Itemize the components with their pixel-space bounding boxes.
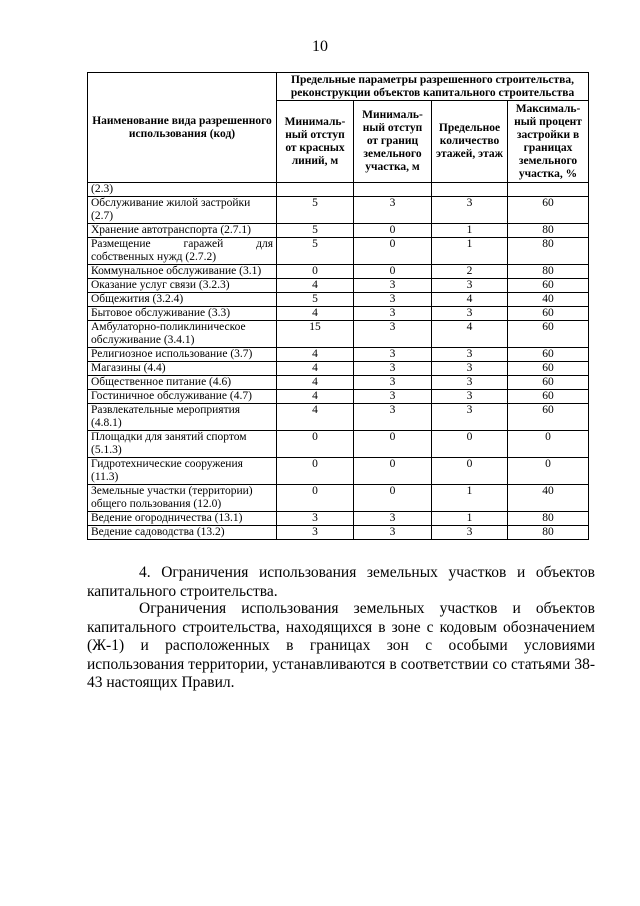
- cell-min-red-lines: 3: [277, 526, 354, 540]
- cell-min-border: 3: [354, 526, 432, 540]
- cell-use-type: Земельные участки (территории) общего пользования (12.0): [88, 485, 277, 512]
- table-row: [88, 197, 589, 224]
- cell-max-coverage: 80: [508, 224, 589, 238]
- table-row: [88, 512, 589, 526]
- cell-max-coverage: 60: [508, 321, 589, 348]
- table-row: [88, 390, 589, 404]
- cell-floors: 1: [432, 224, 508, 238]
- cell-min-border: 3: [354, 279, 432, 293]
- cell-floors: 3: [432, 279, 508, 293]
- cell-floors: 4: [432, 321, 508, 348]
- cell-floors: 1: [432, 485, 508, 512]
- parameters-table: [87, 72, 589, 540]
- cell-floors: 3: [432, 307, 508, 321]
- cell-min-border: 0: [354, 458, 432, 485]
- column-header-min-red-lines: Минималь-ный отступ от красных линий, м: [277, 101, 354, 183]
- cell-use-type: Общественное питание (4.6): [88, 376, 277, 390]
- cell-min-red-lines: 15: [277, 321, 354, 348]
- cell-min-border: 3: [354, 197, 432, 224]
- column-header-use-type: Наименование вида разрешенного использования (код): [88, 73, 277, 183]
- cell-min-border: 0: [354, 485, 432, 512]
- cell-floors: 3: [432, 362, 508, 376]
- column-header-max-coverage: Максималь-ный процент застройки в границах земельного участка, %: [508, 101, 589, 183]
- column-header-floors: Предельное количество этажей, этаж: [432, 101, 508, 183]
- cell-use-type: Гидротехнические сооружения (11.3): [88, 458, 277, 485]
- cell-max-coverage: 60: [508, 404, 589, 431]
- table-row: [88, 183, 589, 197]
- cell-use-type: (2.3): [88, 183, 277, 197]
- table-body: [88, 183, 589, 540]
- cell-min-red-lines: 4: [277, 307, 354, 321]
- cell-max-coverage: 80: [508, 238, 589, 265]
- table-row: [88, 376, 589, 390]
- cell-use-type: Развлекательные мероприятия (4.8.1): [88, 404, 277, 431]
- cell-max-coverage: 40: [508, 485, 589, 512]
- cell-use-type: Коммунальное обслуживание (3.1): [88, 265, 277, 279]
- table-row: [88, 224, 589, 238]
- cell-use-type: Ведение садоводства (13.2): [88, 526, 277, 540]
- cell-min-red-lines: 4: [277, 404, 354, 431]
- cell-min-red-lines: 5: [277, 293, 354, 307]
- table-row: [88, 431, 589, 458]
- table-row: [88, 362, 589, 376]
- cell-min-border: 0: [354, 224, 432, 238]
- cell-min-red-lines: 0: [277, 431, 354, 458]
- table-row: [88, 293, 589, 307]
- cell-min-red-lines: 5: [277, 238, 354, 265]
- paragraph-restrictions-text: Ограничения использования земельных участков и объектов капитального строительства, находящихся в зоне с кодовым обозначением (Ж-1) и расположенных в границах зон с особыми условиями использования территории, устанавливаются в соответствии со статьями 38-43 настоящих Правил.: [87, 600, 595, 691]
- cell-use-type: Бытовое обслуживание (3.3): [88, 307, 277, 321]
- cell-floors: 3: [432, 197, 508, 224]
- cell-min-border: 3: [354, 307, 432, 321]
- cell-max-coverage: 60: [508, 362, 589, 376]
- cell-min-border: 3: [354, 348, 432, 362]
- table-row: [88, 265, 589, 279]
- cell-min-red-lines: [277, 183, 354, 197]
- cell-max-coverage: 60: [508, 279, 589, 293]
- table-row: [88, 526, 589, 540]
- cell-min-red-lines: 4: [277, 279, 354, 293]
- cell-min-red-lines: 5: [277, 197, 354, 224]
- cell-min-red-lines: 4: [277, 348, 354, 362]
- table-row: [88, 279, 589, 293]
- cell-floors: 2: [432, 265, 508, 279]
- cell-min-border: 0: [354, 238, 432, 265]
- cell-max-coverage: 0: [508, 458, 589, 485]
- cell-min-border: 3: [354, 376, 432, 390]
- cell-max-coverage: 60: [508, 376, 589, 390]
- cell-use-type: Оказание услуг связи (3.2.3): [88, 279, 277, 293]
- cell-min-border: 3: [354, 390, 432, 404]
- column-header-min-border: Минималь-ный отступ от границ земельного участка, м: [354, 101, 432, 183]
- cell-floors: 0: [432, 431, 508, 458]
- cell-max-coverage: 60: [508, 307, 589, 321]
- cell-min-red-lines: 4: [277, 390, 354, 404]
- table-row: [88, 307, 589, 321]
- paragraph-restrictions-heading: 4. Ограничения использования земельных участков и объектов капитального строительства.: [87, 564, 595, 600]
- cell-use-type: Гостиничное обслуживание (4.7): [88, 390, 277, 404]
- cell-max-coverage: 80: [508, 265, 589, 279]
- cell-min-red-lines: 4: [277, 362, 354, 376]
- cell-use-type: Размещение гаражей для собственных нужд (2.7.2): [88, 238, 277, 265]
- cell-floors: 3: [432, 390, 508, 404]
- cell-use-type: Амбулаторно-поликлиническое обслуживание (3.4.1): [88, 321, 277, 348]
- cell-max-coverage: 40: [508, 293, 589, 307]
- cell-max-coverage: 80: [508, 512, 589, 526]
- cell-floors: 3: [432, 376, 508, 390]
- page-number: 10: [312, 38, 328, 55]
- column-group-header: Предельные параметры разрешенного строительства, реконструкции объектов капитального строительства: [277, 73, 589, 101]
- cell-max-coverage: 60: [508, 197, 589, 224]
- cell-floors: 1: [432, 238, 508, 265]
- cell-use-type: Площадки для занятий спортом (5.1.3): [88, 431, 277, 458]
- table-row: [88, 348, 589, 362]
- cell-min-red-lines: 0: [277, 485, 354, 512]
- cell-use-type: Магазины (4.4): [88, 362, 277, 376]
- cell-use-type: Религиозное использование (3.7): [88, 348, 277, 362]
- table-row: [88, 485, 589, 512]
- cell-min-red-lines: 4: [277, 376, 354, 390]
- table-row: [88, 321, 589, 348]
- cell-max-coverage: 60: [508, 390, 589, 404]
- cell-min-border: [354, 183, 432, 197]
- cell-min-border: 3: [354, 362, 432, 376]
- cell-floors: 3: [432, 526, 508, 540]
- cell-max-coverage: [508, 183, 589, 197]
- cell-floors: 1: [432, 512, 508, 526]
- cell-floors: 3: [432, 404, 508, 431]
- cell-max-coverage: 0: [508, 431, 589, 458]
- cell-min-red-lines: 3: [277, 512, 354, 526]
- cell-floors: 0: [432, 458, 508, 485]
- cell-min-border: 3: [354, 321, 432, 348]
- table-row: [88, 404, 589, 431]
- cell-floors: 4: [432, 293, 508, 307]
- cell-min-red-lines: 0: [277, 458, 354, 485]
- cell-use-type: Общежития (3.2.4): [88, 293, 277, 307]
- cell-min-border: 3: [354, 404, 432, 431]
- cell-max-coverage: 60: [508, 348, 589, 362]
- cell-min-red-lines: 5: [277, 224, 354, 238]
- table-row: [88, 458, 589, 485]
- cell-min-red-lines: 0: [277, 265, 354, 279]
- cell-use-type: Обслуживание жилой застройки (2.7): [88, 197, 277, 224]
- table-row: [88, 238, 589, 265]
- cell-use-type: Ведение огородничества (13.1): [88, 512, 277, 526]
- cell-floors: [432, 183, 508, 197]
- cell-floors: 3: [432, 348, 508, 362]
- cell-min-border: 3: [354, 293, 432, 307]
- cell-use-type: Хранение автотранспорта (2.7.1): [88, 224, 277, 238]
- cell-min-border: 3: [354, 512, 432, 526]
- cell-min-border: 0: [354, 431, 432, 458]
- cell-max-coverage: 80: [508, 526, 589, 540]
- cell-min-border: 0: [354, 265, 432, 279]
